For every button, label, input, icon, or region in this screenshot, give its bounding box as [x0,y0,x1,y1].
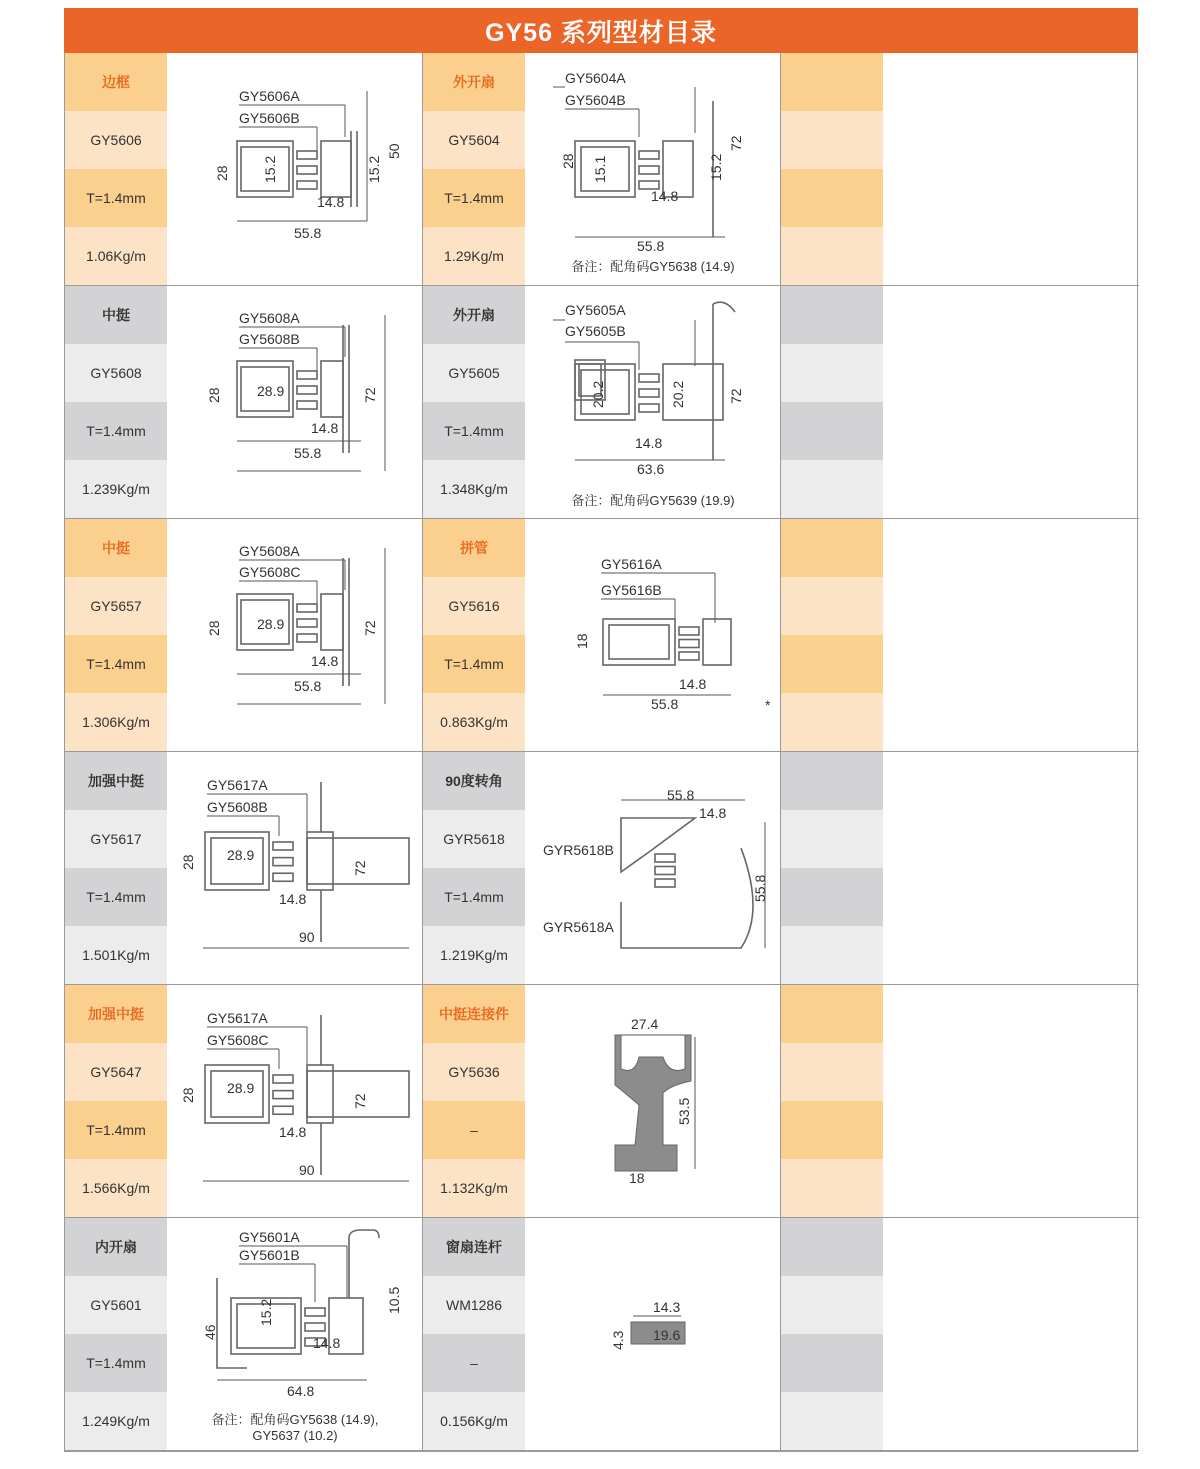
profile-drawing [167,519,423,751]
drawing-cell [525,985,781,1217]
dimension-label: 28 [206,620,222,636]
profile-shape [307,1065,333,1123]
part-code-label: GYR5618A [543,919,614,935]
empty-spec-column [781,752,883,984]
catalog-row [65,53,1139,286]
dimension-label: 55.8 [667,787,695,803]
catalog-row [65,752,1139,985]
profile-shape [297,386,317,394]
part-code-label: GY5617A [207,1010,268,1026]
profile-weight: 0.156Kg/m [423,1392,525,1450]
dimension-label: 72 [352,860,368,876]
profile-code: GY5616 [423,577,525,635]
dimension-label: 4.3 [610,1330,626,1350]
part-code-label: GY5604A [565,70,626,86]
profile-thickness: T=1.4mm [65,635,167,693]
dimension-label: 14.8 [699,805,727,821]
profile-type: 中挺连接件 [423,985,525,1043]
dimension-label: 28.9 [227,847,255,863]
dimension-label: 55.8 [294,225,322,241]
profile-shape [703,619,731,665]
profile-shape [273,858,293,866]
dimension-label: 72 [352,1093,368,1109]
profile-thickness: T=1.4mm [65,1334,167,1392]
profile-shape [297,604,317,612]
dimension-label: 72 [728,135,744,151]
part-code-label: GY5608A [239,543,300,559]
profile-type: 窗扇连杆 [423,1218,525,1276]
profile-type: 90度转角 [423,752,525,810]
catalog-row [65,985,1139,1218]
profile-shape [349,1230,379,1298]
profile-shape [609,625,669,659]
profile-type: 外开扇 [423,286,525,344]
part-code-label: GY5616B [601,582,662,598]
part-code-label: GY5608C [207,1032,269,1048]
profile-type: 边框 [65,53,167,111]
drawing-cell [167,53,423,285]
part-code-label: GY5608A [239,310,300,326]
profile-shape [273,1075,293,1083]
dimension-label: 55.8 [294,678,322,694]
profile-type: 加强中挺 [65,752,167,810]
profile-weight: 1.219Kg/m [423,926,525,984]
profile-weight: 1.06Kg/m [65,227,167,285]
spec-column [65,752,167,984]
dimension-label: 15.2 [258,1298,274,1326]
profile-code: GY5647 [65,1043,167,1101]
dimension-label: 53.5 [676,1097,692,1125]
drawing-cell [525,286,781,518]
dimension-label: 28 [214,165,230,181]
dimension-label: 15.2 [366,155,382,183]
part-code-label: GY5605B [565,323,626,339]
profile-code: GYR5618 [423,810,525,868]
dimension-label: 64.8 [287,1383,315,1399]
spec-column [65,286,167,518]
profile-shape [297,181,317,189]
dimension-label: 14.8 [651,188,679,204]
empty-spec-column [781,1218,883,1450]
drawing-cell [167,985,423,1217]
profile-thickness: T=1.4mm [423,868,525,926]
dimension-label: 14.8 [313,1335,341,1351]
profile-shape [639,374,659,382]
spec-column [65,1218,167,1450]
dimension-label: 19.6 [653,1327,681,1343]
profile-code: GY5606 [65,111,167,169]
catalog-row [65,519,1139,752]
profile-weight: 1.249Kg/m [65,1392,167,1450]
dimension-label: 20.2 [670,380,686,408]
profile-shape [305,1308,325,1316]
profile-shape [603,619,675,665]
profile-code: GY5657 [65,577,167,635]
dimension-label: 14.3 [653,1299,681,1315]
profile-drawing [167,752,423,984]
profile-thickness: T=1.4mm [65,868,167,926]
dimension-label: 14.8 [279,891,307,907]
profile-weight: 1.239Kg/m [65,460,167,518]
dimension-label: 50 [386,143,402,159]
profile-weight: 1.348Kg/m [423,460,525,518]
dimension-label: 55.8 [637,238,665,254]
profile-shape [297,401,317,409]
profile-weight: 1.566Kg/m [65,1159,167,1217]
dimension-label: 14.8 [679,676,707,692]
part-code-label: GY5617A [207,777,268,793]
profile-shape [621,848,753,948]
dimension-label: 14.8 [311,420,339,436]
drawing-cell [525,752,781,984]
profile-code: GY5601 [65,1276,167,1334]
part-code-label: GY5608B [239,331,300,347]
note-text: 备注：配角码GY5639 (19.9) [571,493,735,508]
profile-shape [321,361,343,417]
dimension-label: 18 [574,633,590,649]
drawing-cell [167,752,423,984]
profile-weight: 1.29Kg/m [423,227,525,285]
drawing-cell [167,1218,423,1450]
profile-type: 中挺 [65,286,167,344]
profile-thickness: T=1.4mm [65,1101,167,1159]
catalog-grid [64,53,1138,1452]
profile-thickness: – [423,1334,525,1392]
spec-column [423,985,525,1217]
drawing-cell [525,53,781,285]
dimension-label: 20.2 [590,380,606,408]
spec-column [65,53,167,285]
dimension-label: 63.6 [637,461,665,477]
profile-type: 加强中挺 [65,985,167,1043]
dimension-label: 28 [206,387,222,403]
profile-shape [307,832,333,890]
part-code-label: GY5606B [239,110,300,126]
dimension-label: 55.8 [294,445,322,461]
profile-thickness: T=1.4mm [65,169,167,227]
dimension-label: 28.9 [227,1080,255,1096]
spec-column [65,985,167,1217]
spec-column [423,519,525,751]
dimension-label: 15.2 [262,155,278,183]
part-code-label: GY5608C [239,564,301,580]
profile-drawing [167,53,423,285]
drawing-cell [167,286,423,518]
part-code-label: GY5606A [239,88,300,104]
dimension-label: 15.2 [708,153,724,181]
profile-code: GY5608 [65,344,167,402]
profile-drawing [167,985,423,1217]
dimension-label: 18 [629,1170,645,1186]
profile-weight: 1.132Kg/m [423,1159,525,1217]
footnote-star: * [765,697,771,713]
dimension-label: 72 [362,387,378,403]
part-code-label: GY5616A [601,556,662,572]
dimension-label: 14.8 [317,194,345,210]
profile-shape [655,854,675,862]
dimension-label: 14.8 [311,653,339,669]
profile-weight: 0.863Kg/m [423,693,525,751]
spec-column [423,286,525,518]
profile-code: WM1286 [423,1276,525,1334]
dimension-label: 14.8 [635,435,663,451]
spec-column [423,752,525,984]
profile-shape [713,302,735,312]
dimension-label: 15.1 [592,155,608,183]
profile-code: GY5636 [423,1043,525,1101]
empty-spec-column [781,286,883,518]
profile-thickness: T=1.4mm [423,402,525,460]
profile-drawing [167,286,423,518]
profile-shape [639,151,659,159]
note-text: 备注：配角码GY5638 (14.9) [571,259,735,274]
spec-column [423,53,525,285]
dimension-label: 28.9 [257,383,285,399]
spec-column [423,1218,525,1450]
dimension-label: 90 [299,1162,315,1178]
profile-code: GY5604 [423,111,525,169]
profile-thickness: – [423,1101,525,1159]
profile-drawing [525,519,781,751]
profile-shape [297,166,317,174]
profile-code: GY5605 [423,344,525,402]
profile-drawing [525,985,781,1217]
part-code-label: GY5601B [239,1247,300,1263]
profile-thickness: T=1.4mm [65,402,167,460]
profile-shape [621,818,695,872]
profile-shape [639,166,659,174]
drawing-cell [525,519,781,751]
profile-shape [679,627,699,635]
dimension-label: 10.5 [386,1286,402,1314]
profile-weight: 1.501Kg/m [65,926,167,984]
profile-shape [273,1091,293,1099]
dimension-label: 72 [728,388,744,404]
profile-code: GY5617 [65,810,167,868]
profile-drawing [525,286,781,518]
profile-shape [321,141,351,197]
profile-shape [679,640,699,648]
dimension-label: 72 [362,620,378,636]
profile-shape [639,404,659,412]
dimension-label: 14.8 [279,1124,307,1140]
drawing-cell [167,519,423,751]
page-title: GY56 系列型材目录 [64,8,1138,53]
profile-shape [655,867,675,875]
profile-weight: 1.306Kg/m [65,693,167,751]
profile-drawing [525,752,781,984]
empty-spec-column [781,53,883,285]
profile-shape [273,1106,293,1114]
drawing-cell [525,1218,781,1450]
part-code-label: GY5605A [565,302,626,318]
profile-thickness: T=1.4mm [423,635,525,693]
part-code-label: GY5604B [565,92,626,108]
part-code-label: GYR5618B [543,842,614,858]
profile-shape [321,594,343,650]
profile-shape [655,879,675,887]
part-code-label: GY5601A [239,1229,300,1245]
dimension-label: 27.4 [631,1016,659,1032]
profile-drawing [525,1218,781,1450]
profile-shape [273,842,293,850]
empty-spec-column [781,519,883,751]
profile-drawing [525,53,781,285]
profile-type: 外开扇 [423,53,525,111]
profile-type: 中挺 [65,519,167,577]
profile-shape [679,652,699,660]
profile-shape [297,619,317,627]
dimension-label: 28 [180,854,196,870]
profile-shape [297,371,317,379]
dimension-label: 55.8 [651,696,679,712]
dimension-label: 90 [299,929,315,945]
dimension-label: 46 [202,1324,218,1340]
catalog-row [65,1218,1139,1451]
profile-shape [297,151,317,159]
profile-type: 拼管 [423,519,525,577]
empty-spec-column [781,985,883,1217]
profile-shape [639,389,659,397]
profile-shape [273,873,293,881]
catalog-row [65,286,1139,519]
dimension-label: 55.8 [752,874,768,902]
note-text: 备注：配角码GY5638 (14.9), [211,1412,379,1427]
note-text: GY5637 (10.2) [252,1428,338,1443]
profile-shape [305,1323,325,1331]
dimension-label: 28 [180,1087,196,1103]
spec-column [65,519,167,751]
profile-type: 内开扇 [65,1218,167,1276]
dimension-label: 28.9 [257,616,285,632]
part-code-label: GY5608B [207,799,268,815]
profile-shape [297,634,317,642]
profile-thickness: T=1.4mm [423,169,525,227]
dimension-label: 28 [560,153,576,169]
